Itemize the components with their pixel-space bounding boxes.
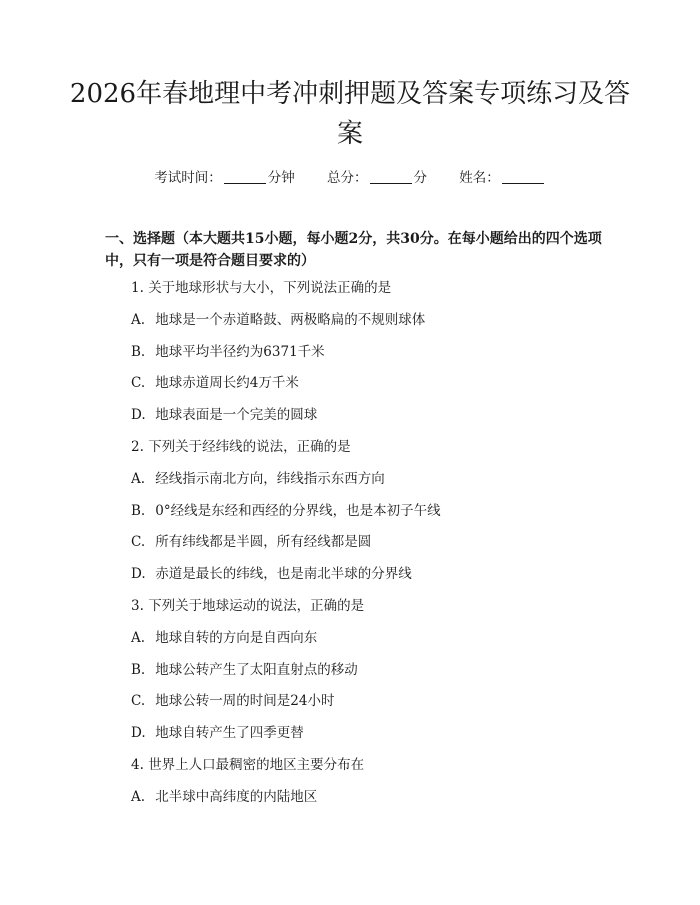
exam-info-row — [0, 168, 700, 188]
question-number: 2. — [131, 438, 144, 455]
option-label: B. — [131, 343, 146, 360]
option-label: A. — [131, 470, 146, 487]
question-stem — [131, 278, 611, 310]
option-label: C. — [131, 693, 146, 710]
question-list — [131, 278, 611, 819]
answer-option — [131, 691, 611, 723]
question-stem — [131, 596, 611, 628]
name-blank — [502, 169, 544, 184]
question-stem — [131, 755, 611, 787]
answer-option — [131, 532, 611, 564]
option-label: A. — [131, 788, 146, 805]
total-score-label: 总分： — [327, 170, 368, 186]
exam-time-label: 考试时间： — [154, 170, 222, 186]
option-text: 地球公转一周的时间是24小时 — [155, 693, 335, 710]
option-label: D. — [131, 407, 146, 424]
option-text: 经线指示南北方向，纬线指示东西方向 — [155, 470, 385, 487]
question-number: 1. — [131, 280, 144, 296]
answer-option — [131, 723, 611, 755]
option-text: 地球表面是一个完美的圆球 — [155, 407, 318, 424]
answer-option — [131, 373, 611, 405]
option-text: 0°经线是东经和西经的分界线，也是本初子午线 — [155, 502, 441, 519]
option-text: 北半球中高纬度的内陆地区 — [155, 788, 318, 805]
option-label: D. — [131, 725, 146, 742]
option-text: 地球自转产生了四季更替 — [155, 725, 304, 742]
answer-option — [131, 405, 611, 437]
total-score-blank — [370, 169, 412, 184]
option-label: A. — [131, 629, 146, 646]
option-text: 地球自转的方向是自西向东 — [155, 629, 318, 646]
total-score-unit: 分 — [413, 170, 427, 186]
name-field — [459, 168, 546, 188]
exam-time-blank — [224, 169, 266, 184]
option-text: 地球平均半径约为6371千米 — [155, 343, 325, 360]
question-text: 下列关于经纬线的说法，正确的是 — [148, 438, 351, 455]
exam-time-unit: 分钟 — [267, 170, 295, 186]
exam-time-field — [154, 168, 295, 188]
answer-option — [131, 660, 611, 692]
total-score-field — [327, 168, 427, 188]
answer-option — [131, 564, 611, 596]
answer-option — [131, 501, 611, 533]
option-text: 地球赤道周长约4万千米 — [155, 375, 299, 392]
answer-option — [131, 787, 611, 819]
option-label: C. — [131, 534, 146, 551]
option-label: A. — [131, 311, 146, 328]
question-text: 下列关于地球运动的说法，正确的是 — [148, 597, 365, 614]
option-label: D. — [131, 566, 146, 583]
question-text: 关于地球形状与大小，下列说法正确的是 — [148, 280, 392, 296]
option-text: 地球是一个赤道略鼓、两极略扁的不规则球体 — [155, 311, 426, 328]
name-label: 姓名： — [459, 170, 500, 186]
question-number: 4. — [131, 756, 144, 773]
option-label: B. — [131, 502, 146, 519]
exam-title: 2026年春地理中考冲刺押题及答案专项练习及答案 — [69, 79, 631, 149]
answer-option — [131, 310, 611, 342]
option-text: 赤道是最长的纬线，也是南北半球的分界线 — [155, 566, 412, 583]
answer-option — [131, 469, 611, 501]
option-text: 地球公转产生了太阳直射点的移动 — [155, 661, 358, 678]
question-text: 世界上人口最稠密的地区主要分布在 — [148, 756, 365, 773]
option-text: 所有纬线都是半圆，所有经线都是圆 — [155, 534, 372, 551]
option-label: B. — [131, 661, 146, 678]
section-heading: 一、选择题（本大题共15小题，每小题2分，共30分。在每小题给出的四个选项中，只有一项是符合题目要求的） — [105, 231, 602, 269]
question-number: 3. — [131, 597, 144, 614]
question-stem — [131, 437, 611, 469]
answer-option — [131, 628, 611, 660]
answer-option — [131, 342, 611, 374]
option-label: C. — [131, 375, 146, 392]
